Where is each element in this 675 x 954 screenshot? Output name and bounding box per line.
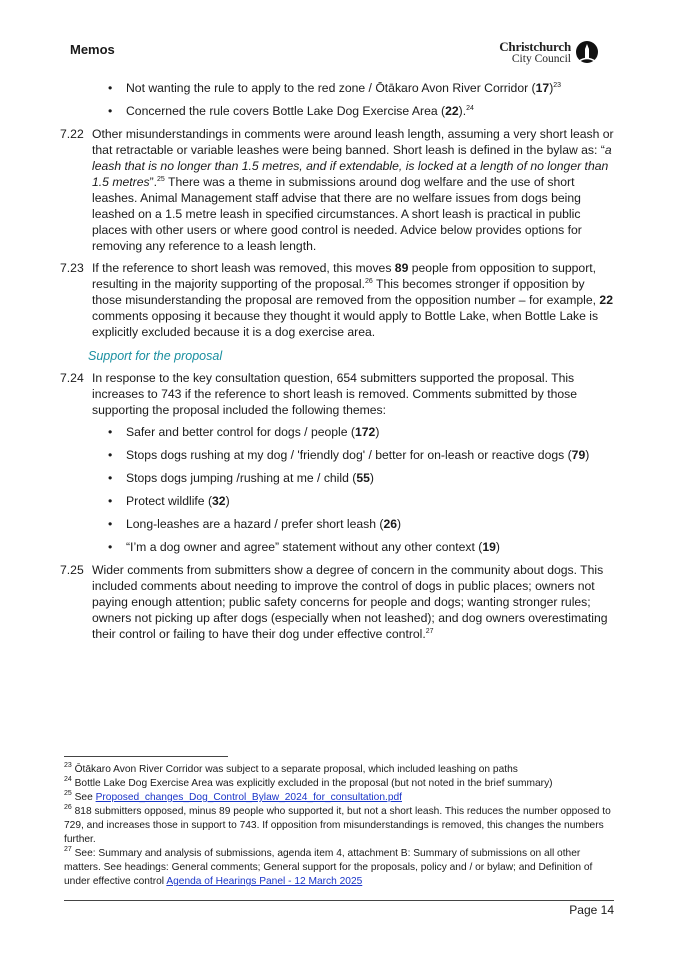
logo-line-1: Christchurch	[499, 39, 571, 54]
list-item: • Safer and better control for dogs / people (172)	[108, 425, 380, 439]
footnotes	[64, 763, 614, 889]
list-item: • Long-leashes are a hazard / prefer short leash (26)	[108, 517, 402, 531]
hearings-agenda-link[interactable]: Agenda of Hearings Panel - 12 March 2025	[166, 876, 363, 887]
council-logo	[499, 40, 599, 66]
list-item: • Stops dogs jumping /rushing at me / child (55)	[108, 471, 374, 485]
paragraph-7-22: 7.22 Other misunderstandings in comments were around leash length, assuming a very short leash or that retractable or variable leashes were being banned. Short leash is defined in the bylaw as: “a leash that is no longer than 1.5 metres, and if extendable, is locked at a length of no longer than 1.5 metres”.$^{25}$ There was a theme in submissions around dog welfare and the use of short leashes. Animal Management staff advise that there are no welfare issues from dogs being leashed on a 1.5 metre leash in specified circumstances. A short leash is practical in public places with other users or where good control is needed. Advice below provides options for removing any reference to a leash length.	[60, 127, 614, 253]
list-item: • Concerned the rule covers Bottle Lake Dog Exercise Area (22).$^{24}$	[108, 104, 474, 118]
footnote-divider	[64, 756, 228, 757]
list-item: • Protect wildlife (32)	[108, 494, 230, 508]
paragraph-7-25: 7.25 Wider comments from submitters show a degree of concern in the community about dogs. This included comments about needing to improve the control of dogs in public places; owners not paying enough attention; public safety concerns for people and dogs; wanting stronger rules; owners not picking up after dogs (especially when not leashed); and dog owners overestimating their control or failing to have their dog under effective control.$^{27}$	[60, 563, 608, 641]
section-heading: Support for the proposal	[88, 349, 223, 363]
consultation-pdf-link[interactable]: Proposed_changes_Dog_Control_Bylaw_2024_for_consultation.pdf	[95, 792, 402, 803]
list-item: • Not wanting the rule to apply to the red zone / Ōtākaro Avon River Corridor $(17)^{23}$	[108, 81, 562, 95]
page-number: Page 14	[569, 903, 614, 917]
memo-body	[60, 80, 616, 648]
cathedral-icon	[575, 40, 599, 66]
paragraph-7-23: 7.23 If the reference to short leash was removed, this moves 89 people from opposition to support, resulting in the majority supporting of the proposal.$^{26}$ This becomes stronger if opposition by those misunderstanding the proposal are removed from the opposition number – for example, 22 comments opposing it because they thought it would apply to Bottle Lake, when Bottle Lake is explicitly excluded because it is a dog exercise area.	[60, 261, 613, 339]
header-title: Memos	[70, 42, 115, 57]
footnote-ref: 24	[466, 105, 474, 112]
footer-divider	[64, 900, 614, 901]
footnote-27: $^{27}$ See: Summary and analysis of submissions, agenda item 4, attachment B: Summary of submissions on all other matters. See headings: General comments; General support for the proposals, policy and / or bylaw; and Definition of under effective control Agenda of Hearings Panel - 12 March 2025	[64, 846, 593, 887]
list-item: • “I’m a dog owner and agree” statement without any other context (19)	[108, 540, 500, 554]
footnote-23: $^{23}$ Ōtākaro Avon River Corridor was subject to a separate proposal, which included leashing on paths	[64, 762, 518, 775]
logo-line-2: City Council	[511, 53, 571, 65]
footnote-24: $^{24}$ Bottle Lake Dog Exercise Area was explicitly excluded in the proposal (but not noted in the brief summary)	[64, 776, 553, 789]
footnote-ref: 23	[553, 82, 562, 89]
paragraph-7-24: 7.24 In response to the key consultation question, 654 submitters supported the proposal. This increases to 743 if the reference to short leash is removed. Comments submitted by those supporting the proposal included the following themes:	[60, 371, 578, 417]
list-item: • Stops dogs rushing at my dog / 'friendly dog' / better for on-leash or reactive dogs (79)	[108, 448, 590, 462]
footnote-25: $^{25}$ See Proposed_changes_Dog_Control_Bylaw_2024_for_consultation.pdf	[64, 790, 402, 803]
footnote-26: $^{26}$ 818 submitters opposed, minus 89 people who supported it, but not a short leash. This reduces the number opposed to 729, and increases those in support to 743. If opposition from misunderstandings is removed, this changes the numbers further.	[64, 804, 611, 845]
